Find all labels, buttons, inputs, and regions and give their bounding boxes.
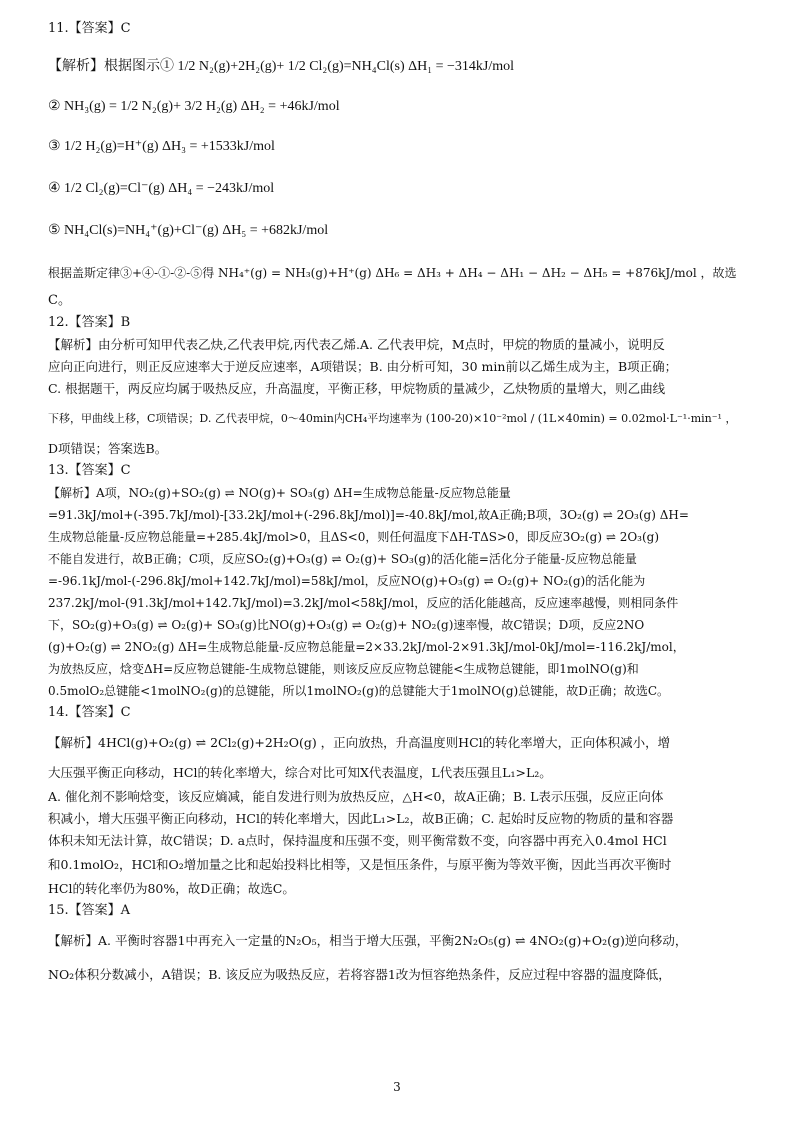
explanation-11-step3: ③ 1/2 H₂(g)=H⁺(g) ΔH₃ = +1533kJ/mol <box>48 139 275 154</box>
explanation-13-line8: (g)+O₂(g) ⇌ 2NO₂(g) ΔH=生成物总能量-反应物总能量=2×33.2kJ/mol-2×91.3kJ/mol-0kJ/mol=-116.2kJ/mol， <box>48 640 685 654</box>
explanation-14-line5: 体积未知无法计算，故C错误；D. a点时，保持温度和压强不变，则平衡常数不变，向容器中再充入0.4mol HCl <box>48 833 667 848</box>
explanation-12-line1: 【解析】由分析可知甲代表乙炔,乙代表甲烷,丙代表乙烯.A. 乙代表甲烷，M点时，甲烷的物质的量减小，说明反 <box>48 337 665 352</box>
explanation-15-line1: 【解析】A. 平衡时容器1中再充入一定量的N₂O₅，相当于增大压强，平衡2N₂O₅(g) ⇌ 4NO₂(g)+O₂(g)逆向移动， <box>48 933 688 948</box>
explanation-11-step5: ⑤ NH₄Cl(s)=NH₄⁺(g)+Cl⁻(g) ΔH₅ = +682kJ/mol <box>48 223 329 238</box>
explanation-15-line2: NO₂体积分数减小，A错误；B. 该反应为吸热反应，若将容器1改为恒容绝热条件，反应过程中容器的温度降低， <box>48 967 671 982</box>
page-number: 3 <box>393 1080 401 1094</box>
explanation-12-line5: D项错误；答案选B。 <box>48 441 168 456</box>
explanation-13-line5: =-96.1kJ/mol-(-296.8kJ/mol+142.7kJ/mol)=58kJ/mol，反应NO(g)+O₃(g) ⇌ O₂(g)+ NO₂(g)的活化能为 <box>48 574 646 588</box>
explanation-14-line3: A. 催化剂不影响焓变，该反应熵减，能自发进行则为放热反应，△H<0，故A正确；B. L表示压强，反应正向体 <box>48 789 664 804</box>
explanation-11-conclusion: C。 <box>48 293 71 308</box>
answer-11-heading: 11.【答案】C <box>48 21 131 36</box>
explanation-14-line2: 大压强平衡正向移动，HCl的转化率增大，综合对比可知X代表温度，L代表压强且L₁>L₂。 <box>48 765 552 780</box>
explanation-12-line3: C. 根据题干，两反应均属于吸热反应，升高温度，平衡正移，甲烷物质的量减少，乙炔物质的量增大，则乙曲线 <box>48 381 666 396</box>
explanation-13-line1: 【解析】A项，NO₂(g)+SO₂(g) ⇌ NO(g)+ SO₃(g) ΔH=生成物总能量-反应物总能量 <box>48 486 511 500</box>
answer-12-heading: 12.【答案】B <box>48 315 131 330</box>
explanation-13-line7: 下，SO₂(g)+O₃(g) ⇌ O₂(g)+ SO₃(g)比NO(g)+O₃(g) ⇌ O₂(g)+ NO₂(g)速率慢，故C错误；D项，反应2NO <box>48 618 645 632</box>
answer-13-heading: 13.【答案】C <box>48 463 131 478</box>
explanation-13-line6: 237.2kJ/mol-(91.3kJ/mol+142.7kJ/mol)=3.2kJ/mol<58kJ/mol，反应的活化能越高，反应速率越慢，则相同条件 <box>48 596 679 610</box>
explanation-13-line9: 为放热反应，焓变ΔH=反应物总键能-生成物总键能，则该反应反应物总键能<生成物总键能，即1molNO(g)和 <box>48 662 639 676</box>
explanation-12-line4: 下移，甲曲线上移，C项错误；D. 乙代表甲烷，0～40min内CH₄平均速率为 (100-20)×10⁻²mol / (1L×40min) = 0.02mol·L⁻¹·min⁻¹ ， <box>48 412 737 425</box>
explanation-12-line2: 应向正向进行，则正反应速率大于逆反应速率，A项错误；B. 由分析可知，30 min前以乙烯生成为主，B项正确； <box>48 359 678 374</box>
explanation-14-line7: HCl的转化率仍为80%，故D正确；故选C。 <box>48 881 295 896</box>
explanation-13-line10: 0.5molO₂总键能<1molNO₂(g)的总键能，所以1molNO₂(g)的总键能大于1molNO(g)总键能，故D正确；故选C。 <box>48 684 670 698</box>
explanation-11-step2: ② NH₃(g) = 1/2 N₂(g)+ 3/2 H₂(g) ΔH₂ = +46kJ/mol <box>48 99 340 114</box>
explanation-14-line4: 积减小，增大压强平衡正向移动，HCl的转化率增大，因此L₁>L₂，故B正确；C. 起始时反应物的物质的量和容器 <box>48 811 674 826</box>
explanation-14-line6: 和0.1molO₂，HCl和O₂增加量之比和起始投料比相等，又是恒压条件，与原平衡为等效平衡，因此当再次平衡时 <box>48 857 672 872</box>
explanation-13-line4: 不能自发进行，故B正确；C项，反应SO₂(g)+O₃(g) ⇌ O₂(g)+ SO₃(g)的活化能=活化分子能量-反应物总能量 <box>48 552 637 566</box>
explanation-14-line1: 【解析】4HCl(g)+O₂(g) ⇌ 2Cl₂(g)+2H₂O(g) ，正向放热，升高温度则HCl的转化率增大，正向体积减小，增 <box>48 735 671 750</box>
explanation-11-step4: ④ 1/2 Cl₂(g)=Cl⁻(g) ΔH₄ = −243kJ/mol <box>48 181 275 196</box>
explanation-13-line2: =91.3kJ/mol+(-395.7kJ/mol)-[33.2kJ/mol+(-296.8kJ/mol)]=-40.8kJ/mol,故A正确;B项，3O₂(g) ⇌ 2O₃(g) ΔH= <box>48 508 689 522</box>
explanation-11-step1: 【解析】根据图示① 1/2 N₂(g)+2H₂(g)+ 1/2 Cl₂(g)=NH₄Cl(s) ΔH₁ = −314kJ/mol <box>48 59 515 74</box>
explanation-11-hess: 根据盖斯定律③+④-①-②-⑤得 NH₄⁺(g) = NH₃(g)+H⁺(g) ΔH₆ = ΔH₃ + ΔH₄ − ΔH₁ − ΔH₂ − ΔH₅ = +876kJ/mol ，故选 <box>48 266 737 280</box>
explanation-13-line3: 生成物总能量-反应物总能量=+285.4kJ/mol>0，且ΔS<0，则任何温度下ΔH-TΔS>0，即反应3O₂(g) ⇌ 2O₃(g) <box>48 530 660 544</box>
answer-14-heading: 14.【答案】C <box>48 705 131 720</box>
answer-15-heading: 15.【答案】A <box>48 903 131 918</box>
